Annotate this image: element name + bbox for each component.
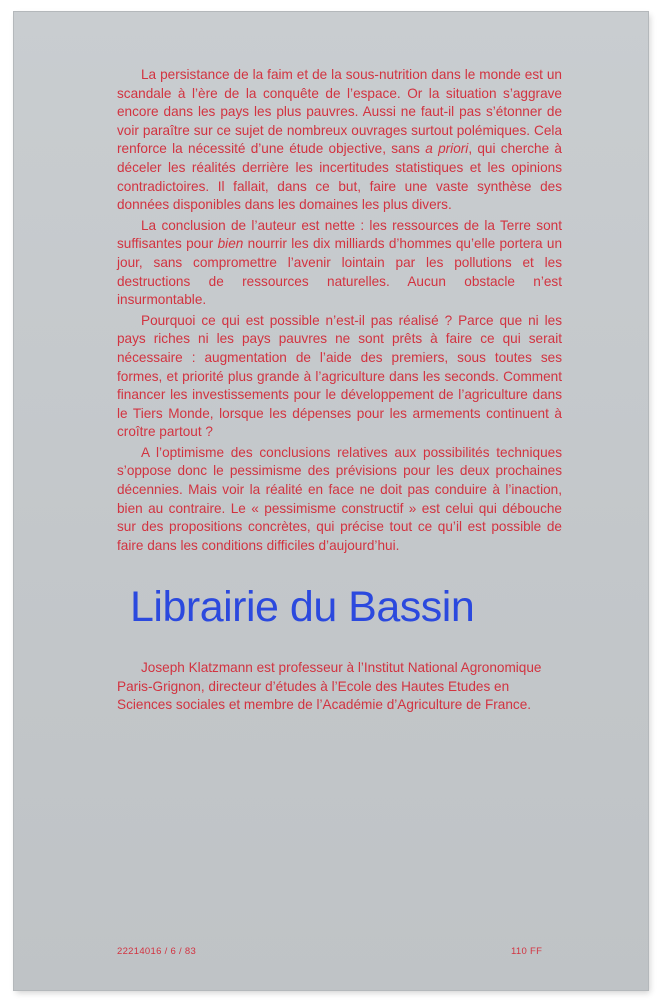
bookseller-watermark: Librairie du Bassin [130,583,475,631]
author-bio-text: Joseph Klatzmann est professeur à l’Institut National Agronomique Paris-Grignon, directeur d’études à l’Ecole des Hautes Etudes en Sciences sociales et membre de l’Académie d’Agriculture de France. [117,660,542,713]
blurb-paragraph-2 [117,217,562,310]
blurb-text: , qui cherche à déceler les réalités derrière les incertitudes statistiques et les opinions contradictoires. Il fallait, dans ce but, faire une vaste synthèse des données disponibles dans les domaines les plus divers. [117,141,562,213]
catalog-code: 22214016 / 6 / 83 [117,946,197,957]
blurb-paragraph-4: A l’optimisme des conclusions relatives aux possibilités techniques s’oppose donc le pessimisme des prévisions pour les deux prochaines décennies. Mais voir la réalité en face ne doit pas conduire à l’inaction, bien au contraire. Le « pessimisme constructif » est celui qui débouche sur des propositions concrètes, qui précise tout ce qu’il est possible de faire dans les conditions difficiles d’aujourd’hui. [117,444,562,553]
emphasis-text: bien [217,236,244,252]
blurb-text: nourrir les dix milliards d’hommes qu’elle portera un jour, sans compromettre l’avenir lointain par les pollutions et les destructions de ressources naturelles. Aucun obstacle n’est insurmontable. [117,236,563,308]
author-bio [117,659,562,715]
blurb-paragraph-3: Pourquoi ce qui est possible n’est-il pas réalisé ? Parce que ni les pays riches ni les pays pauvres ne sont prêts à faire ce qui serait nécessaire : augmentation de l’aide des premiers, sous toutes ses formes, et priorité plus grande à l’agriculture dans les seconds. Comment financer les investissements pour le développement de l’agriculture dans le Tiers Monde, lorsque les dépenses pour les armements continuent à croître partout ? [117,312,562,440]
emphasis-text: a priori [425,141,469,157]
price-label: 110 FF [511,946,543,957]
back-cover-blurb [117,66,562,555]
blurb-paragraph-1 [117,66,562,215]
blurb-text: La persistance de la faim et de la sous-nutrition dans le monde est un scandale à l’ère de la conquête de l’espace. Or la situation s’aggrave encore dans les pays les plus pauvres. Aussi ne faut-il pas s’étonner de voir paraître sur ce sujet de nombreux ouvrages surtout polémiques. Cela renforce la nécessité d’une étude objective, sans [117,67,562,157]
blurb-text: La conclusion de l’auteur est nette : les ressources de la Terre sont suffisantes pour [117,217,562,252]
